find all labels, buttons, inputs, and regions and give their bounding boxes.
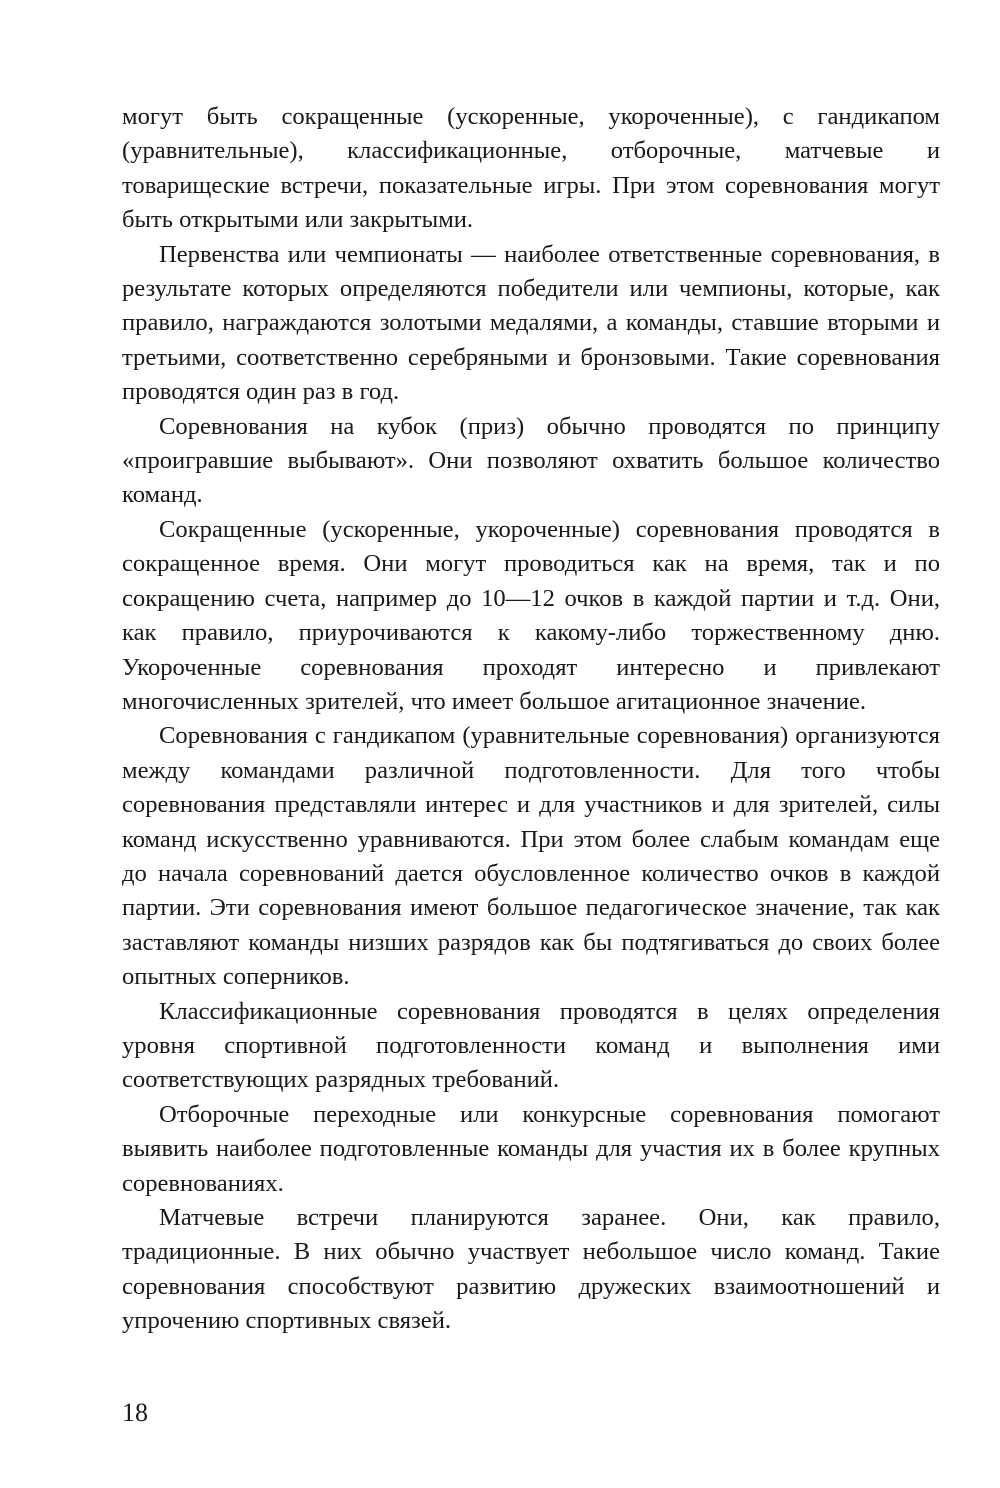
paragraph: Соревнования на кубок (приз) обычно проводятся по принципу «проигравшие выбывают». Они позволяют охватить большое количество команд.: [122, 412, 940, 509]
body-text: [122, 100, 940, 1339]
paragraph: Первенства или чемпионаты — наиболее ответственные соревнования, в результате которых определяются победители или чемпионы, которые, как правило, награждаются золотыми медалями, а команды, ставшие вторыми и третьими, соответственно серебряными и бронзовыми. Такие соревнования проводятся один раз в год.: [122, 240, 940, 406]
paragraph: Отборочные переходные или конкурсные соревнования помогают выявить наиболее подготовленные команды для участия их в более крупных соревнованиях.: [122, 1100, 940, 1197]
paragraph: Классификационные соревнования проводятся в целях определения уровня спортивной подготовленности команд и выполнения ими соответствующих разрядных требований.: [122, 997, 940, 1094]
paragraph: Соревнования с гандикапом (уравнительные соревнования) организуются между командами различной подготовленности. Для того чтобы соревнования представляли интерес и для участников и для зрителей, силы команд искусственно уравниваются. При этом более слабым командам еще до начала соревнований дается обусловленное количество очков в каждой партии. Эти соревнования имеют большое педагогическое значение, так как заставляют команды низших разрядов как бы подтягиваться до своих более опытных соперников.: [122, 722, 940, 991]
paragraph: Сокращенные (ускоренные, укороченные) соревнования проводятся в сокращенное время. Они могут проводиться как на время, так и по сокращению счета, например до 10—12 очков в каждой партии и т.д. Они, как правило, приурочиваются к какому-либо торжественному дню. Укороченные соревнования проходят интересно и привлекают многочисленных зрителей, что имеет большое агитационное значение.: [122, 515, 940, 715]
paragraph: могут быть сокращенные (ускоренные, укороченные), с гандикапом (уравнительные), классификационные, отборочные, матчевые и товарищеские встречи, показательные игры. При этом соревнования могут быть открытыми или закрытыми.: [122, 103, 940, 234]
paragraph: Матчевые встречи планируются заранее. Они, как правило, традиционные. В них обычно участвует небольшое число команд. Такие соревнования способствуют развитию дружеских взаимоотношений и упрочению спортивных связей.: [122, 1204, 940, 1335]
page-number: 18: [122, 1398, 148, 1427]
